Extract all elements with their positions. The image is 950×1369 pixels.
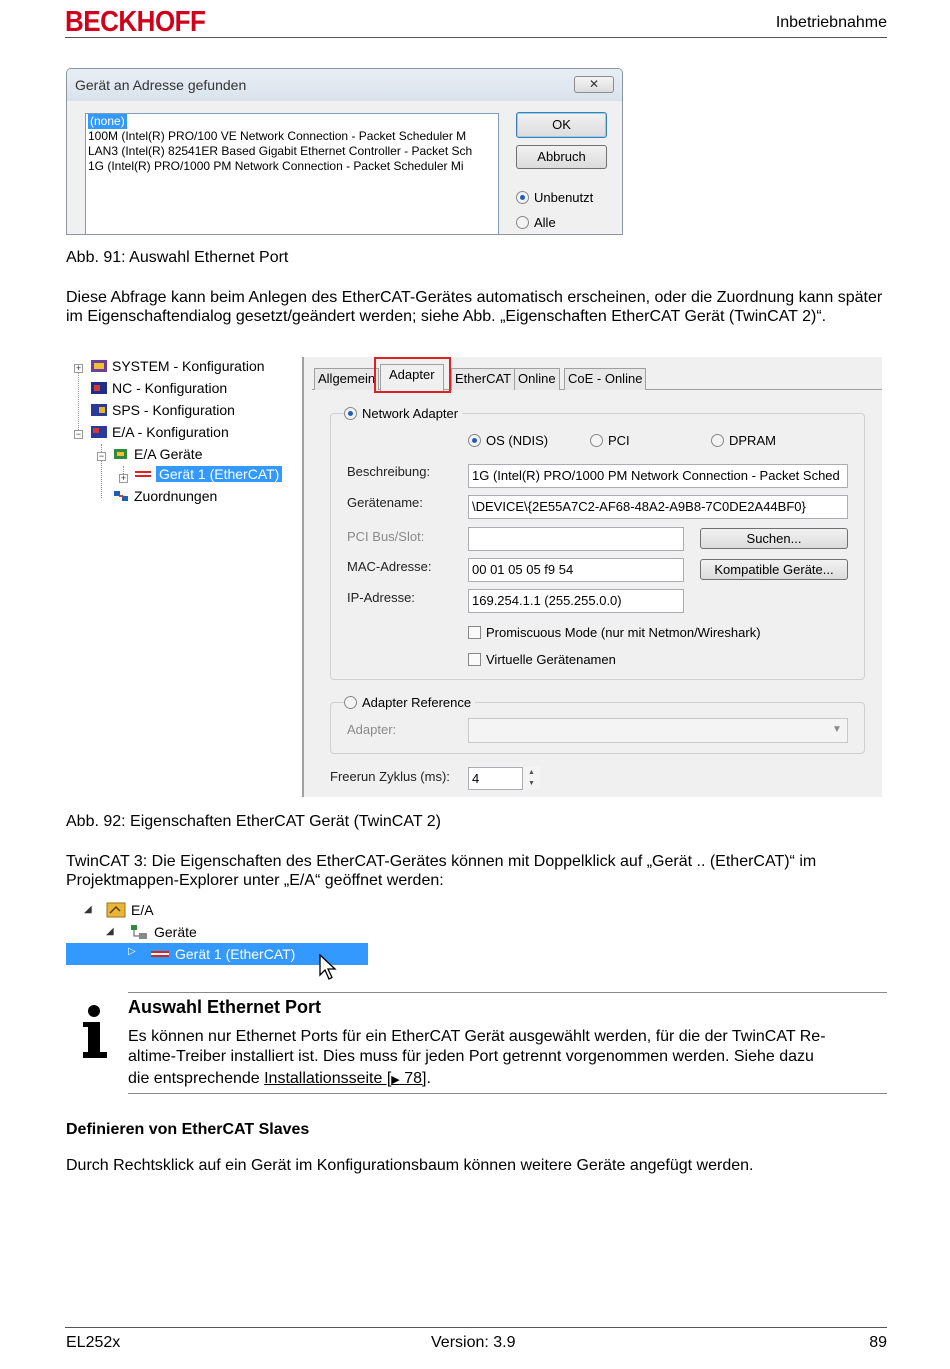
radio-selected-icon xyxy=(468,434,481,447)
mac-label: MAC-Adresse: xyxy=(347,559,432,574)
freerun-label: Freerun Zyklus (ms): xyxy=(330,769,450,784)
pci-bus-field[interactable] xyxy=(468,527,684,551)
mac-field[interactable]: 00 01 05 05 f9 54 xyxy=(468,558,684,582)
tab-ethercat[interactable]: EtherCAT xyxy=(451,368,515,390)
ethercat-icon xyxy=(134,466,152,482)
installationsseite-link[interactable]: Installationsseite [▶ 78] xyxy=(264,1070,427,1087)
tab-adapter[interactable]: Adapter xyxy=(380,364,444,391)
kompatible-geraete-button[interactable]: Kompatible Geräte... xyxy=(700,559,848,580)
list-item[interactable]: 100M (Intel(R) PRO/100 VE Network Connection - Packet Scheduler M xyxy=(88,129,467,143)
adapter-select[interactable] xyxy=(468,718,848,743)
ip-field[interactable]: 169.254.1.1 (255.255.0.0) xyxy=(468,589,684,613)
sps-icon xyxy=(90,402,108,418)
paragraph: Diese Abfrage kann beim Anlegen des EtherCAT-Gerätes automatisch erscheinen, oder die Zuordnung kann später im Eigenschaftendialog gesetzt/geändert werden; siehe Abb. „Eigenschaften EtherCAT Gerät (TwinCAT 2)“. xyxy=(66,289,883,325)
freerun-field[interactable]: 4 xyxy=(468,767,540,790)
tree-item-geraet1[interactable]: Gerät 1 (EtherCAT) xyxy=(134,466,282,482)
figure-caption: Abb. 92: Eigenschaften EtherCAT Gerät (TwinCAT 2) xyxy=(66,813,441,830)
note-title: Auswahl Ethernet Port xyxy=(128,997,322,1017)
nc-icon xyxy=(90,380,108,396)
chevron-down-icon[interactable]: ▼ xyxy=(832,724,842,735)
radio-adapter-reference[interactable]: Adapter Reference xyxy=(344,695,475,710)
radio-os-ndis[interactable]: OS (NDIS) xyxy=(468,433,548,448)
ok-button[interactable]: OK xyxy=(516,112,607,138)
figure-caption: Abb. 91: Auswahl Ethernet Port xyxy=(66,249,289,266)
ethercat-icon xyxy=(150,945,170,963)
checkbox-icon xyxy=(468,626,481,639)
expand-icon[interactable]: + xyxy=(120,473,127,483)
page-arrow-icon: ▶ xyxy=(391,1074,400,1086)
explorer-item-ea[interactable]: E/A xyxy=(106,901,154,919)
footer-product: EL252x xyxy=(66,1334,121,1351)
collapse-icon[interactable]: − xyxy=(98,451,105,461)
beschreibung-label: Beschreibung: xyxy=(347,464,431,479)
mapping-icon xyxy=(112,488,130,504)
tab-online[interactable]: Online xyxy=(514,368,560,390)
adapter-label: Adapter: xyxy=(347,722,397,737)
ea-icon xyxy=(90,424,108,440)
note-bottom-divider xyxy=(128,1093,887,1094)
collapse-icon[interactable]: − xyxy=(75,429,82,439)
expand-icon[interactable]: ▷ xyxy=(128,946,136,957)
promiscuous-checkbox[interactable]: Promiscuous Mode (nur mit Netmon/Wireshark) xyxy=(468,625,761,640)
tree-item-ea-geraete[interactable]: E/A Geräte xyxy=(112,446,202,462)
info-icon xyxy=(82,1004,108,1060)
header-divider xyxy=(65,37,887,38)
checkbox-icon xyxy=(468,653,481,666)
collapse-icon[interactable]: ◢ xyxy=(84,904,92,915)
tree-item-nc[interactable]: NC - Konfiguration xyxy=(90,380,227,396)
tree-item-sps[interactable]: SPS - Konfiguration xyxy=(90,402,235,418)
virtuelle-checkbox[interactable]: Virtuelle Gerätenamen xyxy=(468,652,616,667)
adapter-listbox[interactable] xyxy=(85,113,499,235)
pci-bus-label: PCI Bus/Slot: xyxy=(347,529,425,544)
note-body: Es können nur Ethernet Ports für ein EtherCAT Gerät ausgewählt werden, für die der TwinCAT Re- altime-Treiber installiert ist. Dies muss für jeden Port getrennt vorgenommen werden. Siehe dazu die entsprechende Installationsseite [▶ 78]. xyxy=(128,1028,826,1087)
footer-version: Version: 3.9 xyxy=(431,1334,516,1351)
paragraph: TwinCAT 3: Die Eigenschaften des EtherCAT-Gerätes können mit Doppelklick auf „Gerät .. (EtherCAT)“ im Projektmappen-Explorer unter „E/A“ geöffnet werden: xyxy=(66,853,817,889)
beschreibung-field[interactable]: 1G (Intel(R) PRO/1000 PM Network Connection - Packet Sched xyxy=(468,464,848,488)
radio-icon xyxy=(590,434,603,447)
cancel-button[interactable]: Abbruch xyxy=(516,145,607,169)
devices-icon xyxy=(129,923,149,941)
collapse-icon[interactable]: ◢ xyxy=(106,926,114,937)
note-top-divider xyxy=(128,992,887,993)
footer-page-number: 89 xyxy=(869,1334,887,1351)
ip-label: IP-Adresse: xyxy=(347,590,415,605)
radio-selected-icon xyxy=(344,407,357,420)
list-item[interactable]: (none) xyxy=(90,114,125,128)
mouse-cursor-icon xyxy=(318,954,338,982)
geraetename-field[interactable]: \DEVICE\{2E55A7C2-AF68-48A2-A9B8-7C0DE2A44BF0} xyxy=(468,495,848,519)
radio-icon xyxy=(711,434,724,447)
list-item[interactable]: LAN3 (Intel(R) 82541ER Based Gigabit Ethernet Controller - Packet Sch xyxy=(88,144,473,158)
tree-item-system[interactable]: SYSTEM - Konfiguration xyxy=(90,358,265,374)
radio-dpram[interactable]: DPRAM xyxy=(711,433,776,448)
list-item[interactable]: 1G (Intel(R) PRO/1000 PM Network Connection - Packet Scheduler Mi xyxy=(88,159,464,173)
spinner-icon[interactable]: ▲ ▼ xyxy=(522,767,540,790)
dialog-title: Gerät an Adresse gefunden xyxy=(67,69,622,101)
radio-unused[interactable]: Unbenutzt xyxy=(516,190,593,205)
footer-divider xyxy=(65,1327,887,1328)
explorer-item-geraet1[interactable]: Gerät 1 (EtherCAT) xyxy=(150,945,295,963)
tree-item-zuordnungen[interactable]: Zuordnungen xyxy=(112,488,217,504)
found-device-dialog xyxy=(66,68,623,235)
tree-item-ea[interactable]: E/A - Konfiguration xyxy=(90,424,229,440)
radio-pci[interactable]: PCI xyxy=(590,433,630,448)
section-heading: Definieren von EtherCAT Slaves xyxy=(66,1121,310,1138)
tab-highlight xyxy=(374,357,451,393)
beckhoff-logo: BECKHOFF xyxy=(65,4,206,38)
tab-allgemein[interactable]: Allgemein xyxy=(314,368,379,390)
tab-coe-online[interactable]: CoE - Online xyxy=(564,368,646,390)
radio-all[interactable]: Alle xyxy=(516,215,556,230)
explorer-item-geraete[interactable]: Geräte xyxy=(129,923,197,941)
system-icon xyxy=(90,358,108,374)
paragraph: Durch Rechtsklick auf ein Gerät im Konfigurationsbaum können weitere Geräte angefügt werden. xyxy=(66,1157,754,1174)
suchen-button[interactable]: Suchen... xyxy=(700,528,848,549)
radio-icon xyxy=(516,216,529,229)
geraetename-label: Gerätename: xyxy=(347,495,423,510)
devices-icon xyxy=(112,446,130,462)
radio-selected-icon xyxy=(516,191,529,204)
radio-network-adapter[interactable]: Network Adapter xyxy=(344,406,462,421)
expand-icon[interactable]: + xyxy=(75,363,82,373)
radio-icon xyxy=(344,696,357,709)
ea-folder-icon xyxy=(106,901,126,919)
config-tree xyxy=(66,356,298,516)
close-icon[interactable]: ✕ xyxy=(574,76,614,93)
section-title: Inbetriebnahme xyxy=(775,14,887,31)
